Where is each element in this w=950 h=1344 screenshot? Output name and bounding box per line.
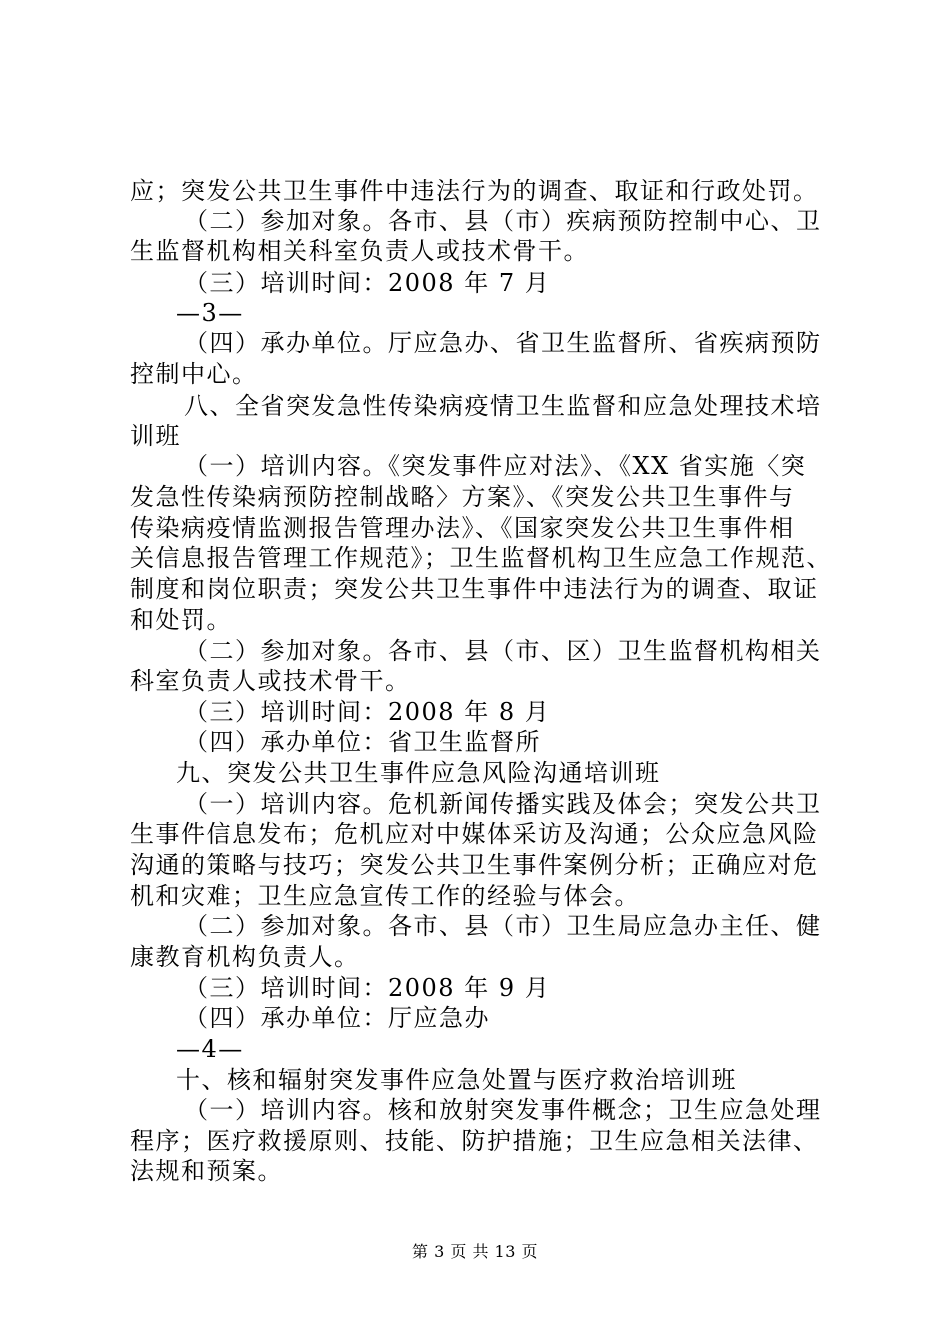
text-line: （四）承办单位：省卫生监督所 [184,728,541,756]
text-line: （一）培训内容。危机新闻传播实践及体会；突发公共卫 [184,790,822,818]
page-footer: 第 3 页 共 13 页 [412,1242,538,1261]
text-line: 生监督机构相关科室负责人或技术骨干。 [130,237,589,265]
text-line: 和处罚。 [130,606,232,634]
text-line: 程序；医疗救援原则、技能、防护措施；卫生应急相关法律、 [130,1127,819,1155]
text-line: （二）参加对象。各市、县（市）卫生局应急办主任、健 [184,912,822,940]
section-heading: 九、突发公共卫生事件应急风险沟通培训班 [176,759,661,787]
text-line: （三）培训时间：2008 年 7 月 [184,269,551,297]
text-line: （三）培训时间：2008 年 9 月 [184,974,551,1002]
text-line: 生事件信息发布；危机应对中媒体采访及沟通；公众应急风险 [130,820,819,848]
text-line: （一）培训内容。核和放射突发事件概念；卫生应急处理 [184,1096,822,1124]
text-line: 法规和预案。 [130,1157,283,1185]
text-line: 应；突发公共卫生事件中违法行为的调查、取证和行政处罚。 [130,177,819,205]
text-line: 发急性传染病预防控制战略〉方案》、《突发公共卫生事件与 [130,483,795,511]
text-line: 传染病疫情监测报告管理办法》、《国家突发公共卫生事件相 [130,514,795,542]
text-line: 制度和岗位职责；突发公共卫生事件中违法行为的调查、取证 [130,575,819,603]
text-line: 关信息报告管理工作规范》；卫生监督机构卫生应急工作规范、 [130,544,832,572]
section-heading: 十、核和辐射突发事件应急处置与医疗救治培训班 [176,1066,737,1094]
page-number-marker: —3— [176,299,244,327]
section-heading: 训班 [130,422,181,450]
text-line: （三）培训时间：2008 年 8 月 [184,698,551,726]
text-line: 机和灾难；卫生应急宣传工作的经验与体会。 [130,882,640,910]
section-heading: 八、全省突发急性传染病疫情卫生监督和应急处理技术培 [184,392,822,420]
text-line: （一）培训内容。《突发事件应对法》、《XX 省实施〈突 [184,452,807,480]
text-line: （二）参加对象。各市、县（市）疾病预防控制中心、卫 [184,207,822,235]
text-line: （二）参加对象。各市、县（市、区）卫生监督机构相关 [184,637,822,665]
text-line: 康教育机构负责人。 [130,943,360,971]
text-line: （四）承办单位：厅应急办 [184,1004,490,1032]
text-line: 控制中心。 [130,360,258,388]
page-number-marker: —4— [176,1035,244,1063]
text-line: （四）承办单位。厅应急办、省卫生监督所、省疾病预防 [184,329,822,357]
text-line: 科室负责人或技术骨干。 [130,667,411,695]
text-line: 沟通的策略与技巧；突发公共卫生事件案例分析；正确应对危 [130,851,819,879]
